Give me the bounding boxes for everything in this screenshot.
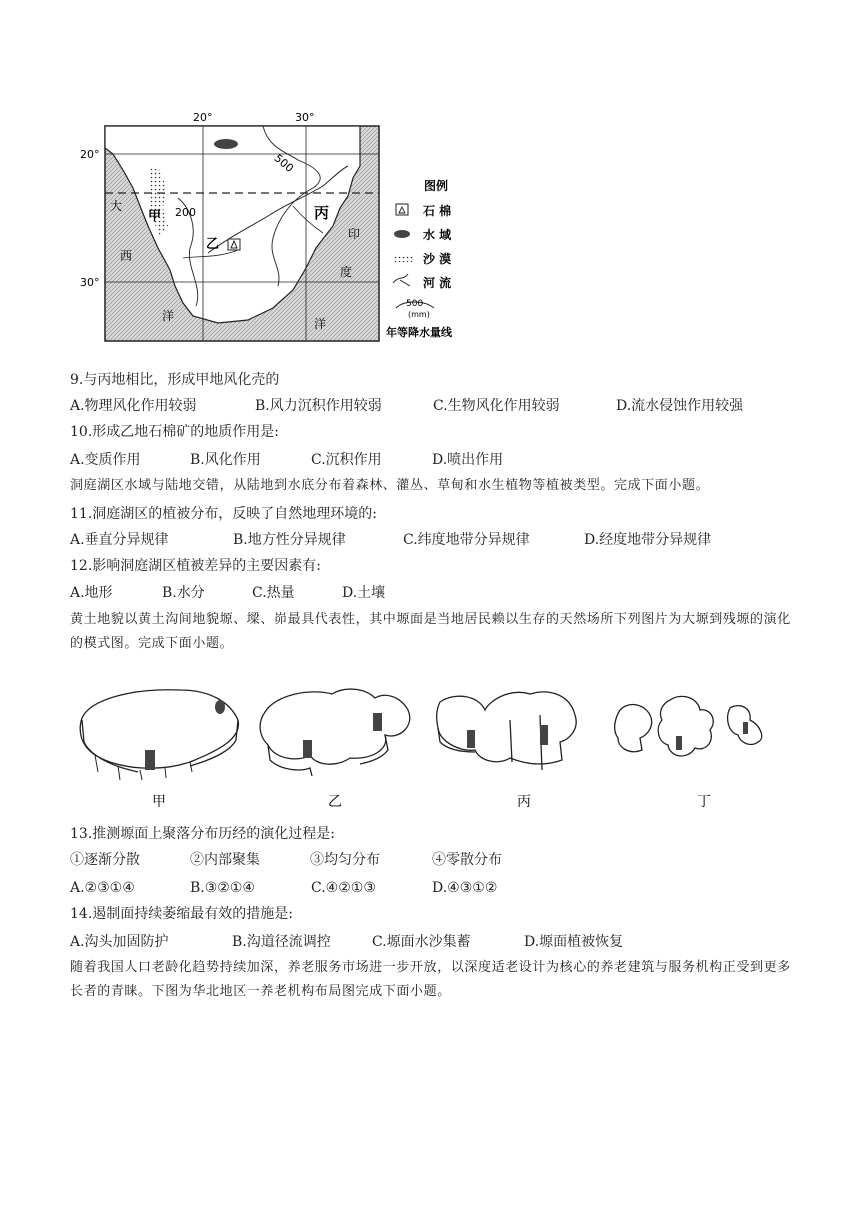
tableland-yi xyxy=(260,689,410,764)
ocean-char: 西 xyxy=(120,249,133,263)
q13-item-3: ③均匀分布 xyxy=(310,852,380,868)
q14-stem: 14.遏制面持续萎缩最有效的措施是: xyxy=(70,906,293,922)
lat-20-label: 20° xyxy=(80,148,100,161)
q9-option-a[interactable]: A.物理风化作用较弱 xyxy=(70,398,197,414)
legend-item: 河 流 xyxy=(423,276,452,290)
q13-item-4: ④零散分布 xyxy=(432,852,502,868)
loess-label-bing: 丙 xyxy=(517,794,531,810)
q12-stem: 12.影响洞庭湖区植被差异的主要因素有: xyxy=(70,558,321,574)
passage-loess: 黄土地貌以黄土沟间地貌塬、墚、峁最具代表性，其中塬面是当地居民赖以生存的天然场所下列图片为大塬到残塬的演化的模式图。完成下面小题。 xyxy=(70,612,791,651)
ocean-char: 洋 xyxy=(162,309,175,323)
southern-africa-map xyxy=(78,108,494,346)
ocean-char: 洋 xyxy=(314,317,327,331)
legend-item: 沙 漠 xyxy=(423,252,452,266)
contour-500-label: 500 xyxy=(271,151,297,176)
loess-label-ding: 丁 xyxy=(697,794,711,810)
q10-option-a[interactable]: A.变质作用 xyxy=(70,452,141,468)
loess-label-yi: 乙 xyxy=(328,794,342,810)
ocean-char: 大 xyxy=(110,199,123,213)
legend-item: 水 域 xyxy=(423,228,452,242)
lat-30-label: 30° xyxy=(80,276,100,289)
q9-option-b[interactable]: B.风力沉积作用较弱 xyxy=(255,398,382,414)
q13-option-c[interactable]: C.④②①③ xyxy=(311,880,376,896)
tableland-ding xyxy=(615,705,652,752)
loess-label-jia: 甲 xyxy=(152,794,166,810)
q12-option-c[interactable]: C.热量 xyxy=(252,585,295,601)
q9-option-c[interactable]: C.生物风化作用较弱 xyxy=(433,398,560,414)
place-jia: 甲 xyxy=(148,209,162,224)
q10-option-c[interactable]: C.沉积作用 xyxy=(311,452,382,468)
q12-option-b[interactable]: B.水分 xyxy=(162,585,205,601)
q11-option-c[interactable]: C.纬度地带分异规律 xyxy=(403,532,530,548)
legend-isoline-label: 年等降水量线 xyxy=(386,326,452,339)
q10-option-b[interactable]: B.风化作用 xyxy=(190,452,261,468)
q11-option-a[interactable]: A.垂直分异规律 xyxy=(70,532,169,548)
q13-option-b[interactable]: B.③②①④ xyxy=(190,880,255,896)
q12-option-d[interactable]: D.土壤 xyxy=(342,585,386,601)
q9-option-d[interactable]: D.流水侵蚀作用较强 xyxy=(616,398,744,414)
q12-option-a[interactable]: A.地形 xyxy=(70,585,113,601)
q14-option-c[interactable]: C.塬面水沙集蓄 xyxy=(372,934,471,950)
q13-option-d[interactable]: D.④③①② xyxy=(432,880,498,896)
lon-30-label: 30° xyxy=(295,111,315,124)
legend-isoline-value: 500 xyxy=(406,299,424,309)
q14-option-d[interactable]: D.塬面植被恢复 xyxy=(524,934,624,950)
q13-item-1: ①逐渐分散 xyxy=(70,852,140,868)
q9-stem: 9.与丙地相比，形成甲地风化壳的 xyxy=(70,372,280,388)
ocean-char: 印 xyxy=(348,227,361,241)
q11-option-d[interactable]: D.经度地带分异规律 xyxy=(584,532,712,548)
water-body xyxy=(214,139,238,149)
place-bing: 丙 xyxy=(314,204,330,222)
q13-item-2: ②内部聚集 xyxy=(190,852,260,868)
legend-item: 石 棉 xyxy=(423,204,452,218)
legend-title: 图例 xyxy=(424,179,449,193)
contour-200-label: 200 xyxy=(175,206,196,219)
q14-option-a[interactable]: A.沟头加固防护 xyxy=(70,934,169,950)
loess-evolution-figure xyxy=(70,680,795,810)
tableland-bing xyxy=(437,692,576,764)
q10-option-d[interactable]: D.喷出作用 xyxy=(432,452,504,468)
q10-stem: 10.形成乙地石棉矿的地质作用是: xyxy=(70,424,279,440)
passage-dongting: 洞庭湖区水域与陆地交错，从陆地到水底分布着森林、灌丛、草甸和水生植物等植被类型。完成下面小题。 xyxy=(70,478,710,493)
legend-isoline-unit: (mm) xyxy=(408,310,430,319)
ocean-char: 度 xyxy=(340,265,353,279)
passage-elder-care: 随着我国人口老龄化趋势持续加深，养老服务市场进一步开放，以深度适老设计为核心的养老建筑与服务机构正受到更多长者的青睐。下图为华北地区一养老机构布局图完成下面小题。 xyxy=(70,960,791,999)
legend-desert-icon xyxy=(393,255,413,262)
q11-stem: 11.洞庭湖区的植被分布，反映了自然地理环境的: xyxy=(70,506,377,522)
map-legend xyxy=(386,178,453,339)
legend-water-icon xyxy=(394,230,410,238)
q14-option-b[interactable]: B.沟道径流调控 xyxy=(232,934,331,950)
q13-stem: 13.推测塬面上聚落分布历经的演化过程是: xyxy=(70,826,335,842)
place-yi: 乙 xyxy=(206,237,220,252)
q11-option-b[interactable]: B.地方性分异规律 xyxy=(233,532,346,548)
q13-option-a[interactable]: A.②③①④ xyxy=(70,880,135,896)
legend-river-icon xyxy=(393,274,410,286)
lon-20-label: 20° xyxy=(193,111,213,124)
